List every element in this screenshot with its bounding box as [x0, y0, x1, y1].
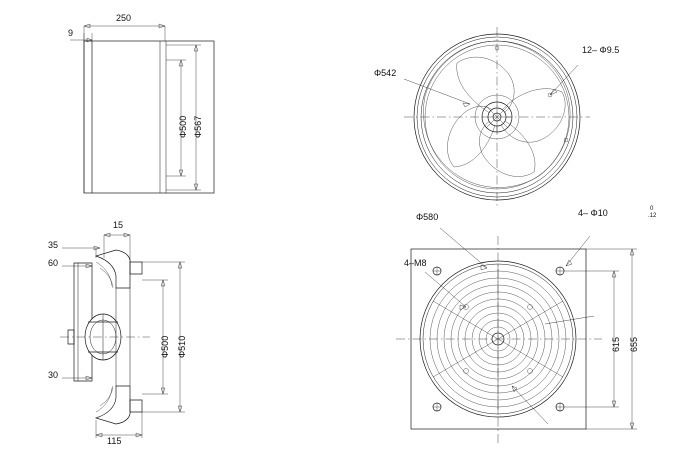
dim-label-phi500-top: Φ500 [178, 115, 188, 138]
dim-label-12-phi9-5: 12– Φ9.5 [582, 45, 620, 55]
dim-label-4-m8: 4–M8 [404, 258, 427, 268]
view-bottom-right [396, 228, 637, 443]
dim-label-615: 615 [611, 336, 621, 352]
dim-label-phi510: Φ510 [177, 335, 187, 358]
dim-label-30: 30 [48, 370, 59, 380]
dim-label-35: 35 [48, 240, 59, 250]
dim-label-250: 250 [116, 13, 132, 23]
dim-label-655: 655 [629, 336, 639, 352]
dim-label-phi567: Φ567 [193, 115, 203, 138]
dim-label-4-phi10: 4– Φ10 [578, 208, 608, 218]
dim-label-15: 15 [113, 220, 124, 230]
dim-label-9: 9 [68, 28, 74, 38]
dim-label-phi580: Φ580 [416, 212, 439, 222]
dim-label-phi500-bottom: Φ500 [160, 335, 170, 358]
view-top-left [70, 24, 214, 193]
view-top-right [404, 27, 590, 208]
dim-label-115: 115 [107, 436, 122, 446]
dim-label-tolerance-upper: 0 [650, 206, 654, 212]
dim-label-60: 60 [48, 258, 59, 268]
dim-label-tolerance-lower: .12 [648, 213, 657, 219]
dim-label-phi542: Φ542 [374, 68, 397, 78]
